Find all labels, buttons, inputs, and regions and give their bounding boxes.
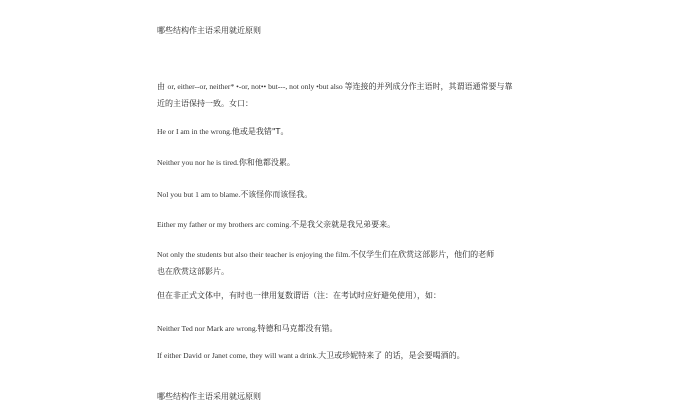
example-sentence	[157, 185, 517, 202]
informal-usage-note: 但在非正式文体中，有时也一律用复数谓语（注：在考试时应好避免使用），如：	[157, 291, 441, 300]
example-sentence	[157, 215, 517, 232]
example-sentence	[157, 153, 517, 170]
example-chinese: 特德和马克都没有错。	[257, 324, 338, 333]
example-english: He or I am in the wrong.	[157, 127, 232, 136]
example-sentence	[157, 122, 517, 139]
example-chinese: 不是我父亲就是我兄弟要来。	[291, 220, 396, 229]
example-chinese: 你和他都没累。	[238, 158, 295, 167]
example-chinese: 大卫或珍妮特来了 的话，是会要喝酒的。	[318, 351, 465, 360]
example-english: If either David or Janet come, they will want a drink.	[157, 351, 319, 360]
example-chinese: 不仅学生们在欣赏这部影片，他们的老师也在欣赏这部影片。	[157, 250, 495, 276]
heading-proximity-principle: 哪些结构作主语采用就近原则	[157, 26, 261, 35]
heading-distance-principle: 哪些结构作主语采用就远原则	[157, 392, 261, 401]
intro-paragraph	[157, 77, 517, 111]
intro-text-start: 由	[157, 82, 168, 91]
example-english: Neither Ted nor Mark are wrong.	[157, 324, 258, 333]
example-sentence	[157, 346, 517, 363]
example-english: Neither you nor he is tired.	[157, 158, 239, 167]
example-chinese: 不该怪你而该怪我。	[240, 190, 313, 199]
example-english: Not only the students but also their teacher is enjoying the film.	[157, 250, 351, 259]
intro-text-end: 等连接的并列成分作主语时，其谓语通常要与靠近的主语保持一致。女口：	[157, 82, 513, 108]
example-english: Either my father or my brothers arc coming.	[157, 220, 292, 229]
example-sentence	[157, 319, 517, 336]
example-chinese: 他或是我错"T。	[231, 127, 289, 136]
intro-conjunctions: or, either--or, neither* •-or, not•• but---, not only •but also	[167, 82, 345, 91]
example-english: Nol you but 1 am to blame.	[157, 190, 241, 199]
example-sentence	[157, 245, 497, 279]
